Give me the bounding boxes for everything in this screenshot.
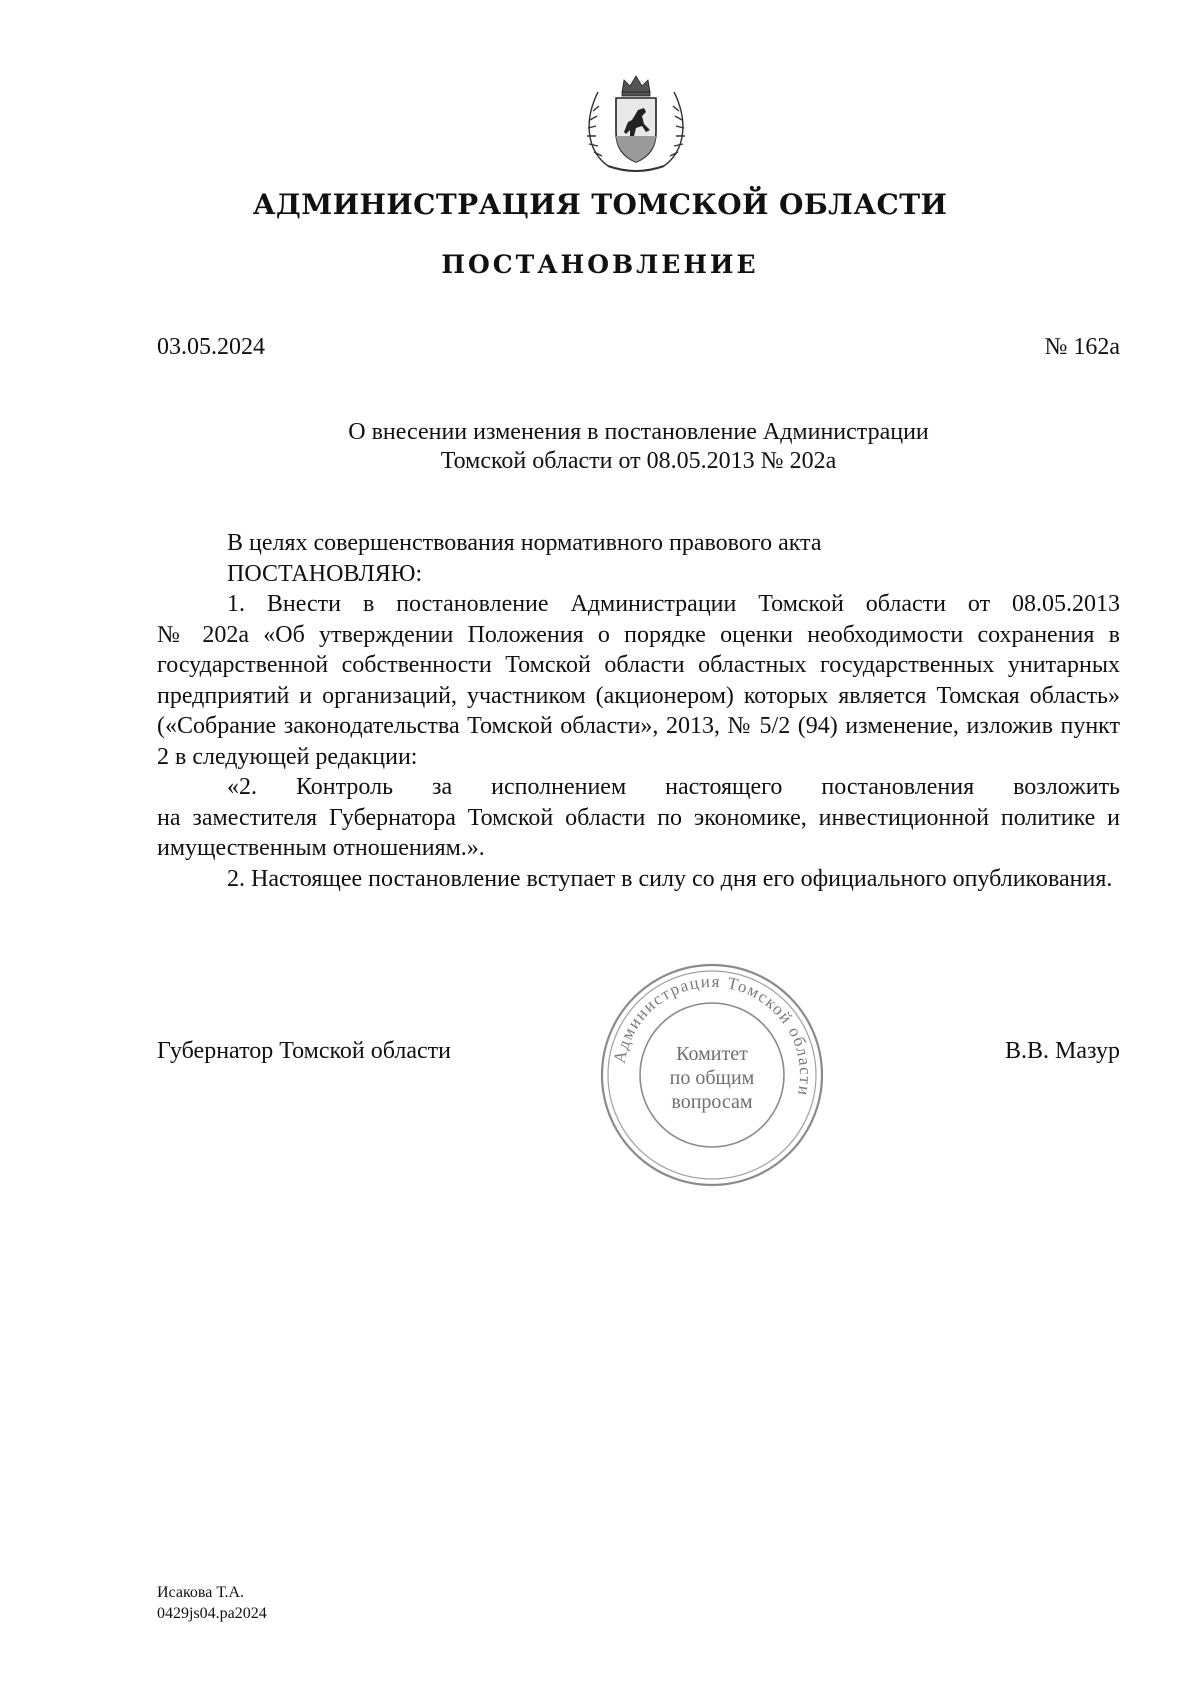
- signatory-position: Губернатор Томской области: [157, 1038, 451, 1064]
- file-code: 0429js04.ра2024: [157, 1605, 267, 1622]
- organization-title: АДМИНИСТРАЦИЯ ТОМСКОЙ ОБЛАСТИ: [252, 188, 948, 221]
- signatory-name: В.В. Мазур: [1005, 1038, 1120, 1064]
- quote-text: на заместителя Губернатора Томской области по экономике, инвестиционной политике и имущественным отношениям.».: [157, 804, 1120, 861]
- official-stamp: [597, 960, 827, 1190]
- stamp-ring-text: Администрация Томской области: [609, 971, 816, 1099]
- executor-footer: [157, 1582, 267, 1624]
- item-1-first-line: 1. Внести в постановление Администрации Томской области от 08.05.2013: [227, 591, 1120, 617]
- subject-line-2: Томской области от 08.05.2013 № 202а: [440, 448, 837, 474]
- purpose-paragraph: В целях совершенствования нормативного правового акта: [227, 530, 822, 556]
- executor-name: Исакова Т.А.: [157, 1584, 245, 1601]
- stamp-center-line-1: Комитет: [676, 1043, 748, 1065]
- document-body: [157, 528, 1120, 894]
- stamp-center-line-3: вопросам: [671, 1091, 753, 1113]
- document-date: 03.05.2024: [157, 334, 265, 360]
- resolve-line: ПОСТАНОВЛЯЮ:: [227, 560, 423, 587]
- coat-of-arms-emblem: [578, 70, 694, 178]
- item-1-text: № 202а «Об утверждении Положения о порядке оценки необходимости сохранения в государственной собственности Томской области областных государственных унитарных предприятий и организаций, участником (акционером) которых является Томская область» («Собрание законодательства Томской области», 2013, № 5/2 (94) изменение, изложив пункт 2 в следующей редакции:: [157, 621, 1120, 770]
- stamp-center-line-2: по общим: [669, 1067, 755, 1089]
- document-type-title: ПОСТАНОВЛЕНИЕ: [441, 250, 759, 279]
- document-number: № 162а: [1044, 334, 1120, 360]
- document-subject: [157, 418, 1120, 476]
- subject-line-1: О внесении изменения в постановление Администрации: [348, 419, 929, 445]
- item-2-paragraph: 2. Настоящее постановление вступает в силу со дня его официального опубликования.: [227, 865, 1113, 892]
- quote-first-line: «2. Контроль за исполнением настоящего постановления возложить: [227, 774, 1120, 800]
